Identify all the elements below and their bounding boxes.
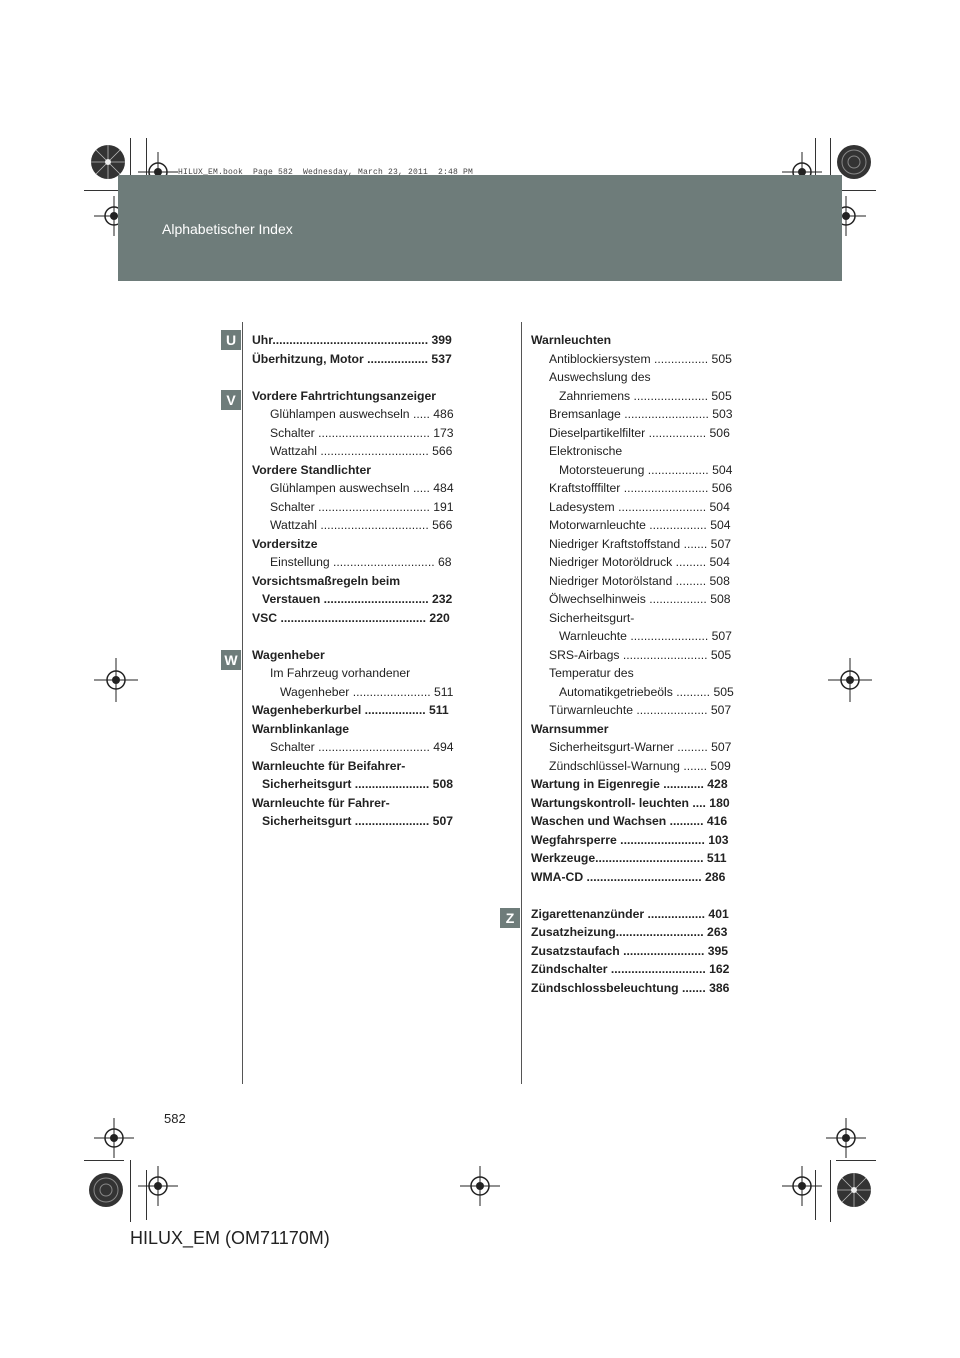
index-subentry: Ölwechselhinweis ................. 508	[549, 592, 731, 606]
index-subentry: Kraftstofffilter ......................... 506	[549, 481, 733, 495]
index-entry: Warnleuchte für Fahrer-	[252, 795, 390, 810]
index-entry: Zündschalter ............................ 162	[531, 962, 730, 976]
index-subentry: Sicherheitsgurt-	[549, 610, 635, 625]
index-entry: Zigarettenanzünder ................. 401	[531, 906, 729, 921]
index-subentry: Temperatur des	[549, 666, 634, 680]
index-subentry: Türwarnleuchte ..................... 507	[549, 703, 732, 717]
index-subentry: Bremsanlage ......................... 503	[549, 407, 733, 421]
index-entry: Zündschlossbeleuchtung ....... 386	[531, 980, 730, 995]
index-subentry: Dieselpartikelfilter ................. 506	[549, 425, 730, 440]
index-subentry: Schalter ................................. 494	[270, 740, 454, 754]
index-subentry: Antiblockiersystem ................ 505	[549, 351, 732, 366]
index-subentry: Elektronische	[549, 444, 623, 458]
index-entry: Verstauen ............................... 232	[262, 592, 453, 606]
index-entry: Warnsummer	[531, 721, 609, 736]
registration-mark	[826, 1118, 866, 1158]
index-subentry: Zahnriemens ...................... 505	[559, 388, 732, 403]
index-subentry: Einstellung .............................. 68	[270, 555, 452, 569]
index-entry: Zusatzstaufach ........................ 395	[531, 943, 729, 958]
index-entry: Sicherheitsgurt ...................... 507	[262, 814, 453, 828]
index-entry: Wartungskontroll- leuchten .... 180	[531, 795, 730, 810]
crop-mark	[84, 1160, 124, 1161]
index-column-left	[252, 331, 472, 831]
registration-mark	[460, 1166, 500, 1206]
index-entry: Wagenheber	[252, 647, 325, 662]
letter-tab-v: V	[221, 390, 241, 410]
crop-mark	[130, 1160, 131, 1222]
index-subentry: Niedriger Motorölstand ......... 508	[549, 573, 730, 588]
index-subentry: Wagenheber ....................... 511	[280, 684, 454, 699]
color-wheel-mark	[86, 1170, 126, 1210]
registration-mark	[94, 1118, 134, 1158]
index-entry: Zusatzheizung.......................... 263	[531, 925, 728, 939]
index-subentry: Warnleuchte ....................... 507	[559, 629, 732, 643]
index-entry: Wartung in Eigenregie ............ 428	[531, 777, 728, 791]
index-entry: WMA-CD .................................. 286	[531, 869, 726, 884]
header-band	[118, 175, 842, 281]
index-subentry: Motorwarnleuchte ................. 504	[549, 518, 731, 532]
index-entry: Vordere Standlichter	[252, 462, 371, 477]
index-subentry: Sicherheitsgurt-Warner ......... 507	[549, 740, 732, 754]
book-stamp: HILUX_EM.book Page 582 Wednesday, March 23, 2011 2:48 PM	[178, 168, 474, 177]
index-entry: Warnblinkanlage	[252, 721, 350, 736]
index-entry: Waschen und Wachsen .......... 416	[531, 814, 728, 828]
index-entry: Vordersitze	[252, 536, 318, 551]
index-entry: Werkzeuge................................ 511	[531, 851, 727, 865]
crop-mark	[836, 1160, 876, 1161]
index-entry: Wegfahrsperre ......................... 103	[531, 832, 729, 847]
index-entry: Warnleuchten	[531, 333, 612, 347]
index-subentry: Wattzahl ................................ 566	[270, 444, 453, 458]
registration-mark	[94, 658, 138, 702]
index-subentry: SRS-Airbags ......................... 505	[549, 647, 732, 662]
crop-mark	[836, 190, 876, 191]
column-divider	[242, 322, 243, 1084]
index-column-right	[531, 331, 751, 997]
column-divider	[521, 322, 522, 1084]
footer-code: HILUX_EM (OM71170M)	[130, 1228, 330, 1248]
index-entry: Vorsichtsmaßregeln beim	[252, 573, 401, 588]
index-subentry: Ladesystem .......................... 504	[549, 499, 730, 514]
index-entry: VSC ........................................... 220	[252, 610, 450, 625]
index-entry: Warnleuchte für Beifahrer-	[252, 758, 406, 773]
index-subentry: Im Fahrzeug vorhandener	[270, 666, 411, 680]
color-wheel-mark	[834, 1170, 874, 1210]
index-subentry: Zündschlüssel-Warnung ....... 509	[549, 758, 731, 773]
index-entry: Sicherheitsgurt ...................... 508	[262, 777, 453, 791]
index-subentry: Niedriger Kraftstoffstand ....... 507	[549, 536, 732, 551]
index-entry: Vordere Fahrtrichtungsanzeiger	[252, 388, 436, 403]
index-subentry: Schalter ................................. 191	[270, 499, 454, 514]
registration-mark	[828, 658, 872, 702]
index-subentry: Niedriger Motoröldruck ......... 504	[549, 555, 730, 569]
registration-mark	[138, 1166, 178, 1206]
index-subentry: Glühlampen auswechseln ..... 486	[270, 407, 454, 421]
page-title: Alphabetischer Index	[162, 221, 293, 237]
index-subentry: Glühlampen auswechseln ..... 484	[270, 481, 454, 495]
letter-tab-w: W	[221, 650, 241, 670]
index-subentry: Automatikgetriebeöls .......... 505	[559, 684, 734, 699]
index-subentry: Wattzahl ................................ 566	[270, 518, 453, 532]
index-entry: Überhitzung, Motor .................. 537	[252, 351, 452, 366]
index-entry: Wagenheberkurbel .................. 511	[252, 703, 449, 717]
registration-mark	[782, 1166, 822, 1206]
index-subentry: Schalter ................................. 173	[270, 425, 454, 440]
index-subentry: Motorsteuerung .................. 504	[559, 462, 733, 477]
letter-tab-u: U	[221, 330, 241, 350]
index-subentry: Auswechslung des	[549, 370, 651, 384]
index-entry: Uhr.............................................. 399	[252, 333, 452, 347]
letter-tab-z: Z	[500, 908, 520, 928]
crop-mark	[830, 1160, 831, 1222]
page-number: 582	[164, 1111, 186, 1126]
